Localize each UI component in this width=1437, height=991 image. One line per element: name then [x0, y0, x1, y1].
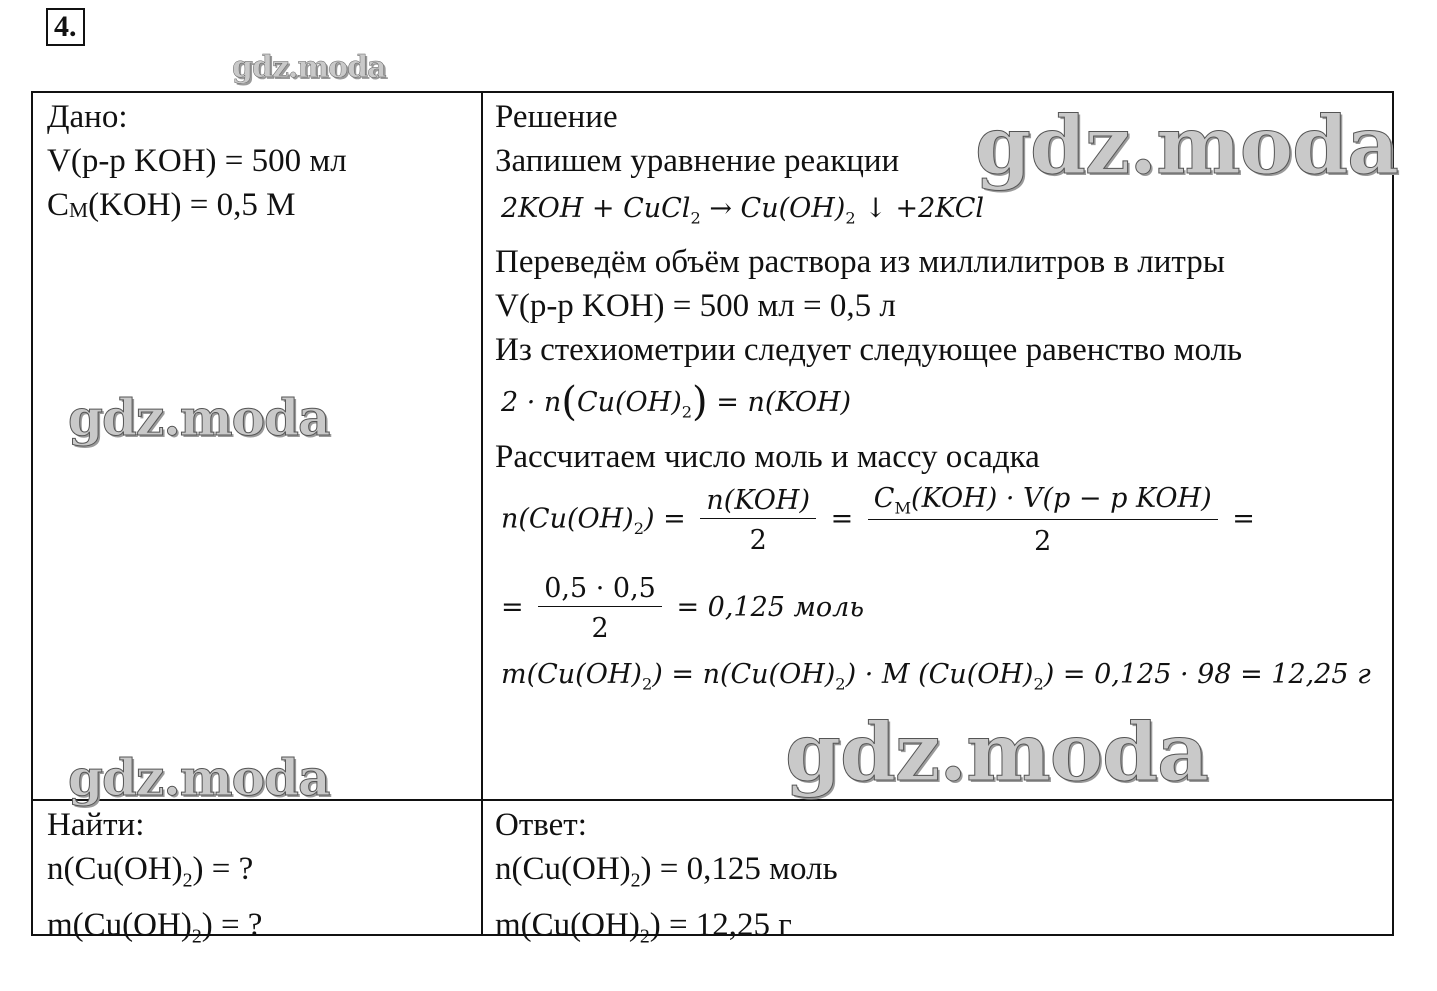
mass-calculation: $m(Cu(OH)_2) = n(Cu(OH)_2) \cdot M$ $(Cu(OH)_2) = 0,125 \cdot 98 = 12,25$ г [501, 659, 1371, 694]
row-divider [33, 799, 1392, 801]
solution-step-reaction: Запишем уравнение реакции [495, 143, 900, 179]
answer-title: Ответ: [495, 807, 587, 843]
column-divider [481, 93, 483, 934]
watermark: gdz.moda [68, 388, 330, 447]
solution-step-calc: Рассчитаем число моль и массу осадка [495, 439, 1040, 475]
solution-section [495, 95, 899, 183]
reaction-equation: 2KOH + CuCl$_2$ → $Cu(OH)_2$ ↓ +2KCl [501, 193, 984, 228]
moles-calculation: = $\frac{0,5 \cdot 0,5}{2}$ = 0,125 моль [501, 573, 865, 644]
given-concentration: $C_M(KOH) = 0,5$ M [47, 187, 296, 223]
solution-step-stoichiometry: Из стехиометрии следует следующее равенство моль [495, 332, 1243, 368]
solution-volume: V(р-р KOH) = 500 мл = 0,5 л [495, 288, 896, 324]
find-moles: $n(Cu(OH)_2)$ = ? [47, 851, 254, 892]
solution-step-convert: Переведём объём раствора из миллилитров в литры [495, 244, 1225, 280]
watermark: gdz.moda [975, 98, 1398, 192]
watermark: gdz.moda [785, 705, 1208, 799]
stoichiometry-equation: $2 \cdot n(Cu(OH)_2) = n(KOH)$ [501, 379, 852, 425]
given-title: Дано: [47, 99, 128, 135]
answer-section [495, 803, 838, 958]
find-section [47, 803, 262, 958]
solution-steps-middle [495, 240, 1242, 372]
task-number: 4. [46, 8, 85, 46]
solution-table [31, 91, 1394, 948]
solution-title: Решение [495, 99, 618, 135]
watermark: gdz.moda [68, 748, 330, 807]
answer-mass: $m(Cu(OH)_2) = 12,25$ г [495, 906, 792, 948]
given-volume: V(р-р KOH) = 500 мл [47, 143, 347, 179]
given-section [47, 95, 347, 232]
watermark: gdz.moda [232, 50, 386, 85]
answer-moles: $n(Cu(OH)_2) = 0,125$ моль [495, 851, 838, 892]
moles-formula: $n(Cu(OH)_2)$ = $\frac{\text{n(KOH)}}{2}$ = $\frac{C_M(KOH) \cdot V(p - p KOH)}{2}$ = [501, 483, 1255, 558]
find-title: Найти: [47, 807, 145, 843]
find-mass: $m(Cu(OH)_2)$ = ? [47, 906, 263, 948]
